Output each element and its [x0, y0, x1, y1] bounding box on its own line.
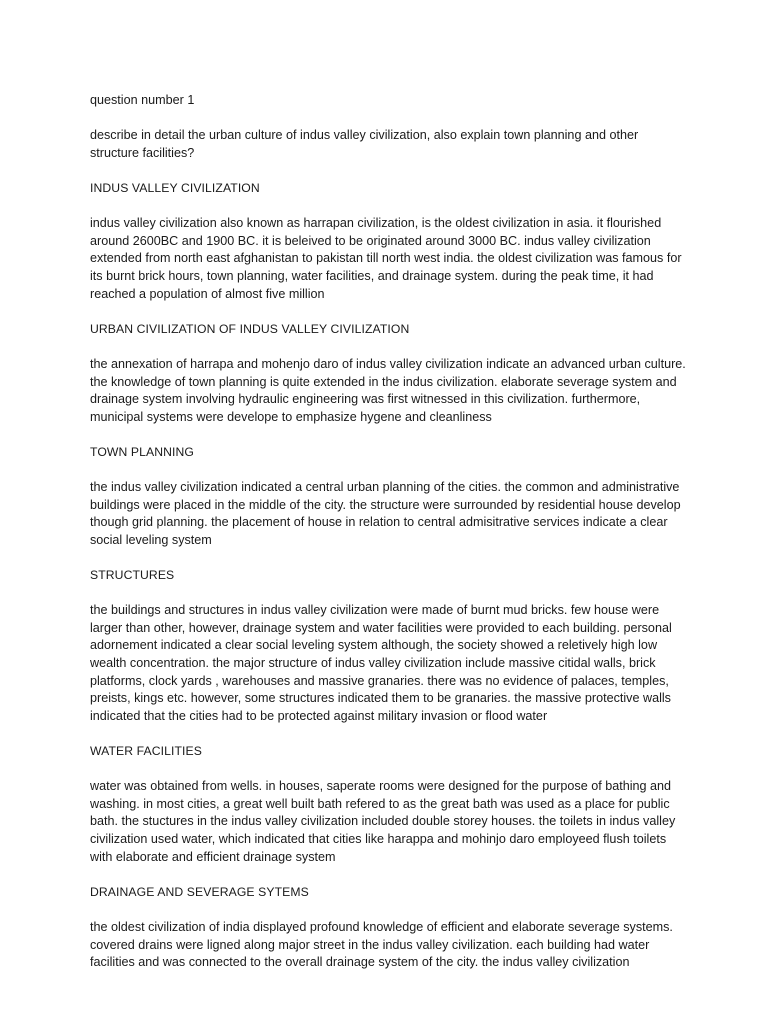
- section-heading-indus-valley: INDUS VALLEY CIVILIZATION: [90, 180, 260, 195]
- section-heading-town-planning: TOWN PLANNING: [90, 444, 195, 459]
- section-body-urban-civilization: the annexation of harrapa and mohenjo daro of indus valley civilization indicate an advanced urban culture. the knowledge of town planning is quite extended in the indus civilization. elaborate severage system and drainage system involving hydraulic engineering was first witnessed in this civilization. furthermore, municipal systems were develope to emphasize hygene and cleanliness: [90, 356, 686, 424]
- section-body-town-planning: the indus valley civilization indicated a central urban planning of the cities. the common and administrative buildings were placed in the middle of the city. the structure were surrounded by residential house develop though grid planning. the placement of house in relation to central admisitrative services indicate a clear social leveling system: [90, 480, 681, 547]
- section-heading-urban-civilization: URBAN CIVILIZATION OF INDUS VALLEY CIVILIZATION: [90, 321, 410, 336]
- document-page: [90, 92, 690, 989]
- section-heading-water-facilities: WATER FACILITIES: [90, 743, 202, 758]
- section-body-structures: the buildings and structures in indus valley civilization were made of burnt mud bricks. few house were larger than other, however, drainage system and water facilities were provided to each building. personal adornement indicated a clear social leveling system although, the society showed a reletively high low wealth concentration. the major structure of indus valley civilization include massive citidal walls, brick platforms, clock yards , warehouses and massive granaries. there was no evidence of palaces, temples, preists, kings etc. however, some structures indicated them to be granaries. the massive protective walls indicated that the cities had to be protected against military invasion or flood water: [90, 603, 672, 723]
- section-heading-structures: STRUCTURES: [90, 568, 175, 583]
- section-body-water-facilities: water was obtained from wells. in houses, saperate rooms were designed for the purpose of bathing and washing. in most cities, a great well built bath refered to as the great bath was used as a place for public bath. the stuctures in the indus valley civilization included double storey houses. the toilets in indus valley civilization used water, which indicated that cities like harappa and mohinjo daro employeed flush toilets with elaborate and efficient drainage system: [90, 779, 676, 864]
- question-text: describe in detail the urban culture of indus valley civilization, also explain town planning and other structure facilities?: [90, 128, 639, 160]
- question-label: question number 1: [90, 93, 195, 107]
- section-body-indus-valley: indus valley civilization also known as harrapan civilization, is the oldest civilization in asia. it flourished around 2600BC and 1900 BC. it is beleived to be originated around 3000 BC. indus valley civilization extended from north east afghanistan to pakistan till north west india. the oldest civilization was famous for its burnt brick hours, town planning, water facilities, and drainage system. during the peak time, it had reached a population of almost five million: [90, 216, 682, 301]
- section-body-drainage: the oldest civilization of india displayed profound knowledge of efficient and elaborate severage systems. covered drains were ligned along major street in the indus valley civilization. each building had water facilities and was connected to the overall drainage system of the city. the indus valley civilization: [90, 919, 673, 970]
- section-heading-drainage: DRAINAGE AND SEVERAGE SYTEMS: [90, 884, 309, 899]
